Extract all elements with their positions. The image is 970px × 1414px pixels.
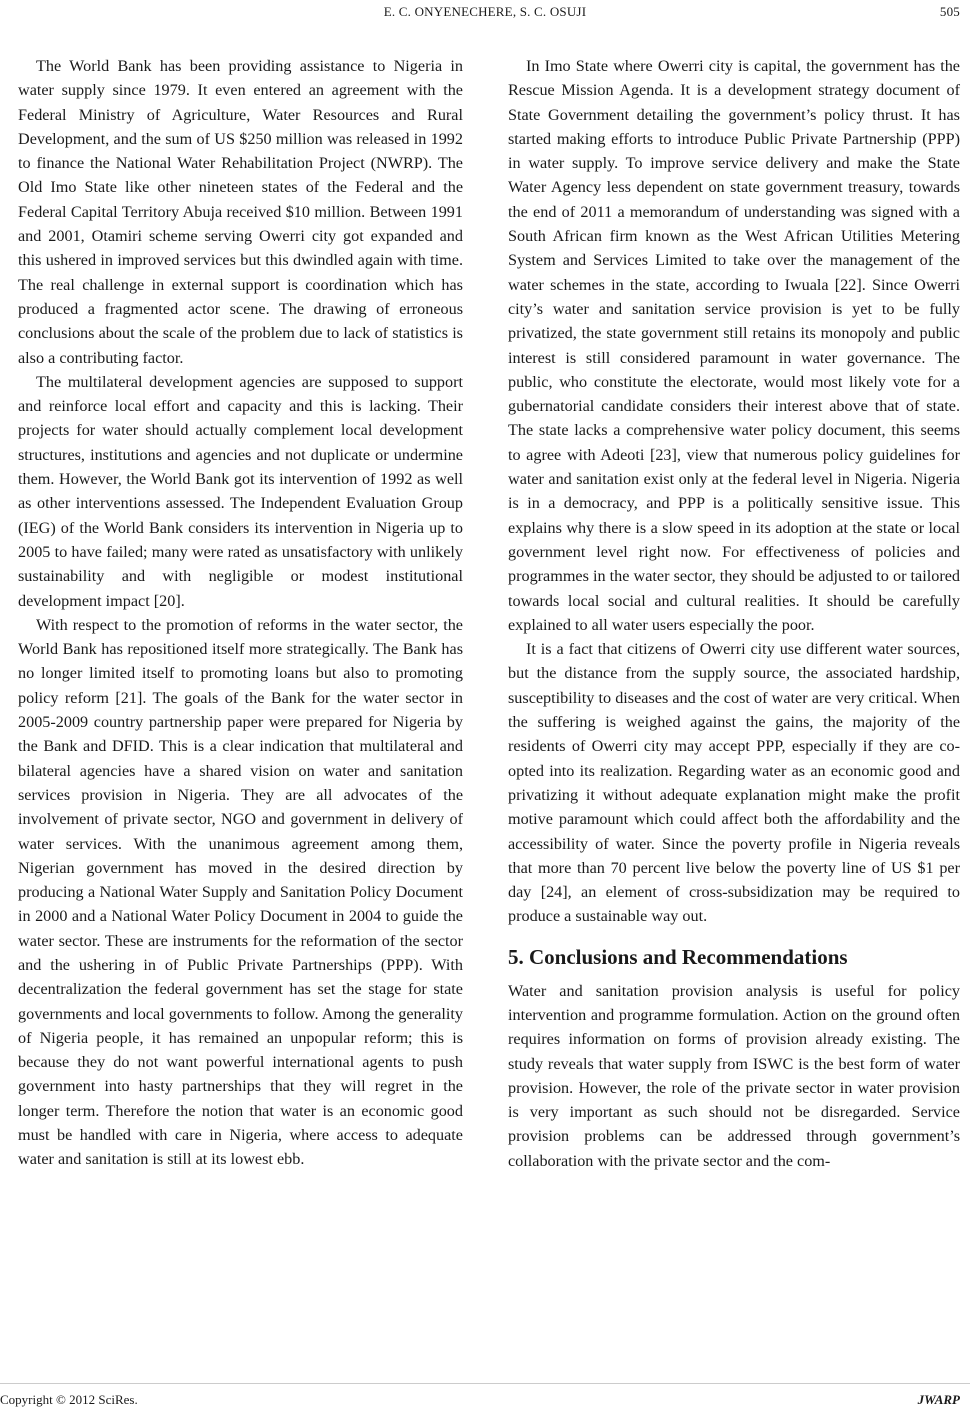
copyright-notice: Copyright © 2012 SciRes. — [0, 1392, 138, 1407]
body-paragraph: It is a fact that citizens of Owerri city use different water sources, but the distance from the supply source, the associated hardship, susceptibility to diseases and the cost of water are very critical. When the suffering is weighed against the gains, the majority of the residents of Owerri city may accept PPP, especially if they are co-opted into its realization. Regarding water as an economic good and privatizing it without adequate explanation might make the profit motive paramount which could affect both the affordability and the accessibility of water. Since the poverty profile in Nigeria reveals that more than 70 percent live below the poverty line of US $1 per day [24], an element of cross-subsidization may be required to produce a sustainable way out. — [508, 640, 960, 926]
body-paragraph: In Imo State where Owerri city is capital, the government has the Rescue Mission Agenda. It is a development strategy document of State Government detailing the government’s policy thrust. It has started making efforts to introduce Public Private Partnership (PPP) in water supply. To improve service delivery and make the State Water Agency less dependent on state government treasury, towards the end of 2011 a memorandum of understanding was signed with a South African firm known as the West African Utilities Metering System and Services Limited to take over the management of the water schemes in the state, according to Iwuala [22]. Since Owerri city’s water and sanitation service provision is yet to be fully privatized, the state government still retains its monopoly and public interest is still considered paramount in water governance. The public, who constitute the electorate, would most likely vote for a gubernatorial candidate considers their interest above that of state. The state lacks a comprehensive water policy document, this seems to agree with Adeoti [23], view that numerous policy guidelines for water and sanitation exist only at the federal level in Nigeria. Nigeria is in a democracy, and PPP is a politically sensitive issue. This explains why there is a slow speed in its adoption at the state or local government level right now. For effectiveness of policies and programmes in the water sector, they should be adjusted to or tailored towards local social and cultural realities. It should be carefully explained to all water users especially the poor. — [508, 57, 960, 634]
page-footer — [0, 1392, 970, 1414]
body-paragraph: The multilateral development agencies are supposed to support and reinforce local effort and capacity and this is lacking. Their projects for water should actually complement local development structures, institutions and agencies and not duplicate or undermine them. However, the World Bank got its intervention of 1992 as well as other interventions assessed. The Independent Evaluation Group (IEG) of the World Bank considers its intervention in Nigeria up to 2005 to have failed; many were rated as unsatisfactory with unlikely sustainability and with negligible or modest institutional development impact [20]. — [18, 372, 463, 610]
running-head-authors: E. C. ONYENECHERE, S. C. OSUJI — [383, 4, 587, 19]
section-heading: 5. Conclusions and Recommendations — [508, 944, 848, 969]
footer-divider — [0, 1383, 970, 1384]
page-number: 505 — [939, 4, 960, 19]
running-head — [0, 4, 970, 24]
body-paragraph: The World Bank has been providing assistance to Nigeria in water supply since 1979. It even entered an agreement with the Federal Ministry of Agriculture, Water Resources and Rural Development, and the sum of US $250 million was released in 1992 to finance the National Water Rehabilitation Project (NWRP). The Old Imo State like other nineteen states of the Federal and the Federal Capital Territory Abuja received $10 million. Between 1991 and 2001, Otamiri scheme serving Owerri city got expanded and this ushered in improved services but this dwindled again with time. The real challenge in external support is coordination which has produced a fragmented actor scene. The drawing of erroneous conclusions about the scale of the problem due to lack of statistics is also a contributing factor. — [18, 57, 463, 367]
journal-abbreviation: JWARP — [917, 1392, 960, 1407]
left-column — [18, 54, 463, 1172]
body-paragraph: Water and sanitation provision analysis is useful for policy intervention and programme formulation. Action on the ground often requires information on forms of provision already existing. The study reveals that water supply from ISWC is the best form of water provision. However, the role of the private sector in water provision is very important as such should not be disregarded. Service provision problems can be addressed through government’s collaboration with the private sector and the com- — [508, 981, 960, 1170]
body-paragraph: With respect to the promotion of reforms in the water sector, the World Bank has repositioned itself more strategically. The Bank has no longer limited itself to promoting loans but also to promoting policy reform [21]. The goals of the Bank for the water sector in 2005-2009 country partnership paper were prepared for Nigeria by the Bank and DFID. This is a clear indication that multilateral and bilateral agencies have a shared vision on water and sanitation services provision in Nigeria. They are all advocates of the involvement of private sector, NGO and government in delivery of water services. With the unanimous agreement among them, Nigerian government has moved in the desired direction by producing a National Water Supply and Sanitation Policy Document in 2000 and a National Water Policy Document in 2004 to guide the water sector. These are instruments for the reformation of the sector and the ushering in of Public Private Partnerships (PPP). With decentralization the federal government has set the stage for state governments and local governments to follow. Among the generality of Nigeria people, it has remained an unpopular reform; this is because they do not want powerful international agents to push government into hasty partnerships that they will regret in the longer term. Therefore the notion that water is an economic good must be handled with care in Nigeria, where access to adequate water and sanitation is still at its lowest ebb. — [18, 615, 463, 1169]
right-column — [508, 54, 960, 1173]
